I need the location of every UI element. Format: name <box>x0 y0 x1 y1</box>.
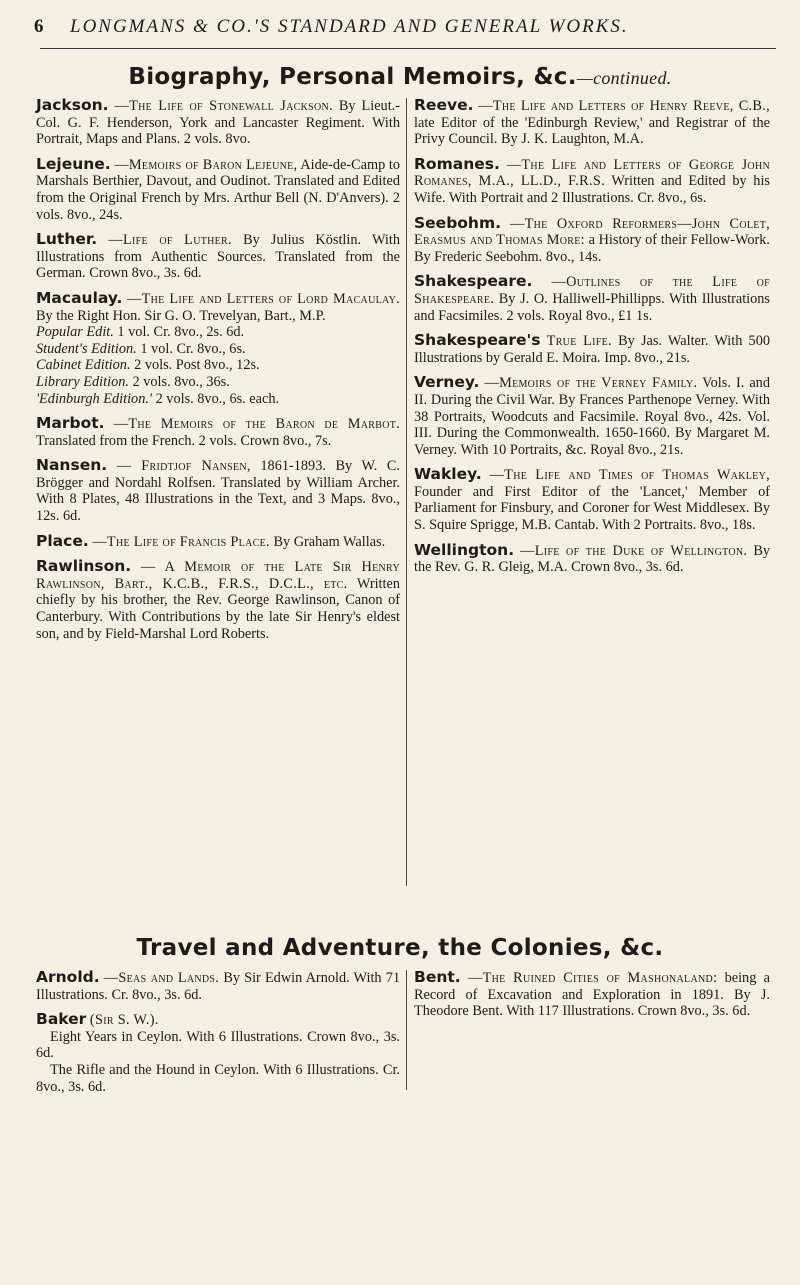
entry-headword: Arnold. <box>36 968 100 986</box>
entry-headword: Shakespeare's <box>414 331 541 350</box>
entry-headword: Rawlinson. <box>36 557 132 576</box>
catalogue-entry <box>36 415 400 449</box>
entry-headword: Wakley. <box>414 465 482 484</box>
header-rule <box>40 48 776 49</box>
running-head <box>34 16 774 38</box>
biography-left-column <box>36 97 400 650</box>
catalogue-entry <box>414 542 770 576</box>
entry-headword: Marbot. <box>36 414 105 433</box>
entry-title: —Memoirs of the Verney Family. <box>484 375 698 392</box>
page-number: 6 <box>34 16 46 37</box>
entry-description: By J. O. Halliwell-Phillipps. With Illustrations and Facsimiles. 2 vols. Royal 8vo., £1 1s. <box>414 290 770 324</box>
entry-title: —The Life and Letters of Lord Macaulay. <box>126 290 400 307</box>
catalogue-entry <box>414 466 770 533</box>
entry-description: Aide-de-Camp to Marshals Berthier, Davout, and Oudinot. Translated and Edited from the Original French by Mrs. Arthur Bell (N. D'Anvers). 2 vols. 8vo., 24s. <box>36 156 400 223</box>
column-divider <box>406 98 407 886</box>
edition-line <box>36 391 400 408</box>
entry-description: Translated from the French. 2 vols. Crown 8vo., 7s. <box>36 432 332 449</box>
entry-headword: Nansen. <box>36 456 108 475</box>
column-divider-travel <box>406 970 407 1090</box>
catalogue-entry <box>414 374 770 458</box>
entry-title: — A Memoir of the Late Sir Henry Rawlinson, Bart., K.C.B., F.R.S., D.C.L., etc. <box>36 559 400 592</box>
entry-title: True Life. <box>546 333 612 350</box>
entry-title: — Fridtjof Nansen, <box>116 458 251 475</box>
entry-title: —The Memoirs of the Baron de Marbot. <box>113 416 401 433</box>
entry-title: —The Ruined Cities of Mashonaland: <box>467 970 718 986</box>
entry-description: Vols. I. and II. During the Civil War. By Frances Parthenope Verney. With 38 Portraits, Woodcuts and Facsimile. Royal 8vo., 42s. Vol. III. During the Commonwealth. 1650-1660. By Margaret M. Verney. With 10 Portraits, &c. Royal 8vo., 21s. <box>414 375 770 458</box>
edition-line <box>36 341 400 358</box>
entry-description: 1861-1893. By W. C. Brögger and Nordahl Rolfsen. Translated by William Archer. With 8 Plates, 48 Illustrations in the Text, and 3 Maps. 8vo., 12s. 6d. <box>36 458 400 525</box>
edition-name: 'Edinburgh Edition.' <box>36 390 152 407</box>
entry-description: By Julius Köstlin. With Illustrations from Authentic Sources. Translated from the German. Crown 8vo., 3s. 6d. <box>36 232 400 282</box>
catalogue-entry <box>414 97 770 148</box>
edition-details: 2 vols. Post 8vo., 12s. <box>134 357 260 374</box>
travel-left-column <box>36 969 400 1103</box>
entry-headword: Lejeune. <box>36 154 111 173</box>
travel-right-column <box>414 969 770 1028</box>
section-heading-travel: Travel and Adventure, the Colonies, &c. <box>136 935 664 961</box>
entry-title: —The Life of Stonewall Jackson. <box>114 98 333 114</box>
entry-description: Written chiefly by his brother, the Rev. George Rawlinson, Canon of Canterbury. With Contributions by the late Sir Henry's eldest son, and by Field-Marshal Lord Roberts. <box>36 575 400 642</box>
entry-description: By the Right Hon. Sir G. O. Trevelyan, Bart., M.P. <box>36 307 326 324</box>
entry-description: Founder and First Editor of the 'Lancet,' Member of Parliament for Finsbury, and Coroner for West Middlesex. By S. Squire Sprigge, M.B. Cantab. With 2 Portraits. 8vo., 18s. <box>414 483 770 534</box>
edition-details: 1 vol. Cr. 8vo., 6s. <box>140 340 246 357</box>
catalogue-entry <box>36 558 400 642</box>
entry-description: By Graham Wallas. <box>273 533 386 550</box>
entry-description: being a Record of Excavation and Exploration in 1891. By J. Theodore Bent. With 117 Illustrations. Crown 8vo., 3s. 6d. <box>414 970 771 1020</box>
entry-description: By Jas. Walter. With 500 Illustrations by Gerald E. Moira. Imp. 8vo., 21s. <box>414 333 770 366</box>
entry-description: By the Rev. G. R. Gleig, M.A. Crown 8vo., 3s. 6d. <box>414 542 770 576</box>
edition-name: Student's Edition. <box>36 340 137 357</box>
continued-label: —continued. <box>576 68 672 88</box>
edition-name: Library Edition. <box>36 373 129 390</box>
entry-title: —Outlines of the Life of Shakespeare. <box>414 274 770 307</box>
entry-headword: Place. <box>36 531 89 550</box>
entry-title: —Life of Luther. <box>108 232 232 249</box>
catalogue-entry <box>36 1011 400 1095</box>
section-heading-biography <box>0 64 800 90</box>
entry-title: —The Oxford Reformers—John Colet, Erasmus and Thomas More: <box>414 215 770 249</box>
entry-headword: Jackson. <box>36 96 109 114</box>
biography-right-column <box>414 97 770 584</box>
entry-headword: Romanes. <box>414 154 500 173</box>
catalogue-entry <box>414 273 770 324</box>
entry-headword: Bent. <box>414 968 461 986</box>
entry-headword: Macaulay. <box>36 288 123 307</box>
entry-title: —Life of the Duke of Wellington. <box>520 542 748 559</box>
catalogue-entry <box>414 332 770 366</box>
edition-line <box>36 357 400 374</box>
entry-description: By Sir Edwin Arnold. With 71 Illustrations. Cr. 8vo., 3s. 6d. <box>36 970 400 1003</box>
catalogue-entry <box>36 97 400 148</box>
catalogue-entry <box>414 969 770 1020</box>
catalogue-entry <box>36 457 400 524</box>
entry-title: —The Life of Francis Place. <box>92 533 270 550</box>
entry-headword: Shakespeare. <box>414 272 533 291</box>
entry-title: (Sir S. W.). <box>89 1012 159 1029</box>
entry-description: By Lieut.-Col. G. F. Henderson, York and Lancaster Regiment. With Portrait, Maps and Plans. 2 vols. 8vo. <box>36 98 400 148</box>
catalogue-entry <box>36 290 400 407</box>
entry-headword: Wellington. <box>414 540 515 559</box>
entry-description: a History of their Fellow-Work. By Frederic Seebohm. 8vo., 14s. <box>414 232 770 265</box>
entry-description: late Editor of the 'Edinburgh Review,' and Registrar of the Privy Council. By J. K. Laughton, M.A. <box>414 114 770 148</box>
entry-headword: Reeve. <box>414 96 474 114</box>
catalogue-entry <box>414 156 770 207</box>
entry-title: —The Life and Letters of Henry Reeve, C.B., <box>478 98 770 114</box>
entry-description: Written and Edited by his Wife. With Portrait and 2 Illustrations. Cr. 8vo., 6s. <box>414 173 770 206</box>
entry-title: —Seas and Lands. <box>103 970 220 986</box>
catalogue-entry <box>36 156 400 223</box>
edition-details: 2 vols. 8vo., 6s. each. <box>155 390 280 407</box>
entry-title: —The Life and Letters of George John Romanes, M.A., LL.D., F.R.S. <box>414 156 770 190</box>
catalogue-entry <box>36 533 400 551</box>
edition-details: 2 vols. 8vo., 36s. <box>132 373 230 390</box>
catalogue-entry <box>36 231 400 282</box>
entry-title: —Memoirs of Baron Lejeune, <box>114 156 298 173</box>
catalogue-entry <box>414 215 770 266</box>
biography-heading-text: Biography, Personal Memoirs, &c. <box>128 64 577 90</box>
sub-entry: The Rifle and the Hound in Ceylon. With 6 Illustrations. Cr. 8vo., 3s. 6d. <box>36 1061 400 1095</box>
edition-name: Popular Edit. <box>36 324 114 341</box>
catalogue-entry <box>36 969 400 1003</box>
edition-details: 1 vol. Cr. 8vo., 2s. 6d. <box>117 324 245 341</box>
entry-headword: Seebohm. <box>414 213 502 232</box>
edition-line <box>36 324 400 341</box>
sub-entry: Eight Years in Ceylon. With 6 Illustrations. Crown 8vo., 3s. 6d. <box>36 1028 400 1062</box>
edition-line <box>36 374 400 391</box>
running-head-title: LONGMANS & CO.'S STANDARD AND GENERAL WORKS. <box>70 16 629 37</box>
entry-headword: Verney. <box>414 373 480 392</box>
entry-headword: Luther. <box>36 230 98 249</box>
edition-name: Cabinet Edition. <box>36 357 131 374</box>
entry-title: —The Life and Times of Thomas Wakley, <box>489 467 770 484</box>
entry-headword: Baker <box>36 1010 87 1029</box>
